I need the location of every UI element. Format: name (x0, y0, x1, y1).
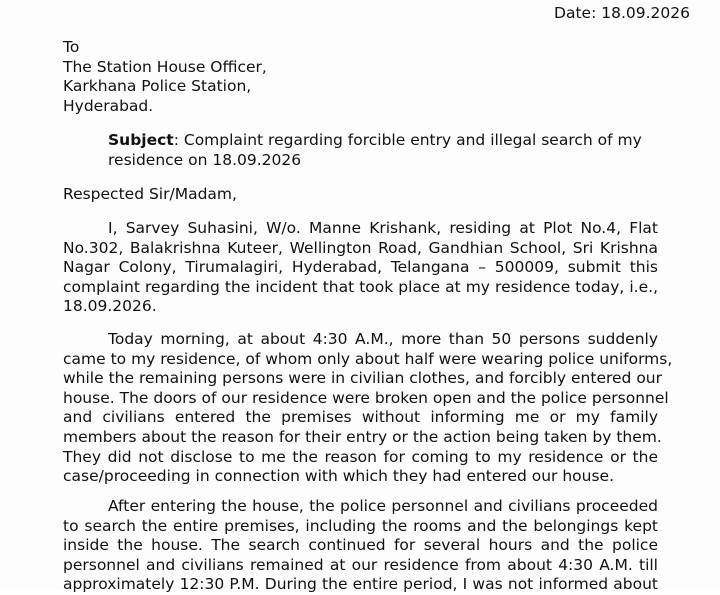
paragraph-line: After entering the house, the police personnel and civilians proceeded (108, 497, 658, 515)
paragraph-line: came to my residence, of whom only about half were wearing police uniforms, (63, 349, 673, 368)
paragraph-line: Today morning, at about 4:30 A.M., more than 50 persons suddenly (108, 330, 658, 348)
paragraph-line: and civilians entered the premises without informing me or my family (63, 408, 658, 427)
paragraph-line: No.302, Balakrishna Kuteer, Wellington Road, Gandhian School, Sri Krishna (63, 238, 658, 257)
paragraph-line: members about the reason for their entry or the action being taken by them. (63, 427, 662, 446)
letter-date: Date: 18.09.2026 (554, 4, 690, 22)
address-line-3: Hyderabad. (63, 96, 154, 115)
paragraph-2 (63, 330, 673, 487)
subject-text: : Complaint regarding forcible entry and illegal search of my residence on 18.09.2026 (108, 131, 642, 169)
paragraph-line: 18.09.2026. (63, 297, 157, 316)
paragraph-line: personnel and civilians remained at our residence from about 4:30 A.M. till (63, 555, 658, 574)
paragraph-line: inside the house. The search continued for several hours and the police (63, 536, 658, 555)
paragraph-3 (63, 497, 658, 595)
paragraph-line: Nagar Colony, Tirumalagiri, Hyderabad, Telangana – 500009, submit this (63, 258, 658, 277)
paragraph-line: to search the entire premises, including the rooms and the belongings kept (63, 516, 658, 535)
salutation: Respected Sir/Madam, (63, 185, 237, 203)
address-line-1: The Station House Officer, (63, 57, 267, 76)
address-line-2: Karkhana Police Station, (63, 77, 252, 95)
subject-line (108, 131, 660, 170)
paragraph-line: They did not disclose to me the reason for coming to my residence or the (63, 447, 658, 466)
paragraph-1 (63, 219, 658, 317)
paragraph-line: complaint regarding the incident that took place at my residence today, i.e., (63, 277, 658, 296)
subject-label: Subject (108, 131, 174, 149)
paragraph-line: approximately 12:30 P.M. During the entire period, I was not informed about (63, 575, 658, 594)
paragraph-line: case/proceeding in connection with which they had entered our house. (63, 467, 615, 486)
paragraph-line: house. The doors of our residence were broken open and the police personnel (63, 388, 669, 407)
recipient-address (63, 38, 267, 116)
paragraph-line: I, Sarvey Suhasini, W/o. Manne Krishank, residing at Plot No.4, Flat (108, 219, 658, 237)
address-to: To (63, 38, 80, 56)
paragraph-line: while the remaining persons were in civilian clothes, and forcibly entered our (63, 369, 662, 388)
